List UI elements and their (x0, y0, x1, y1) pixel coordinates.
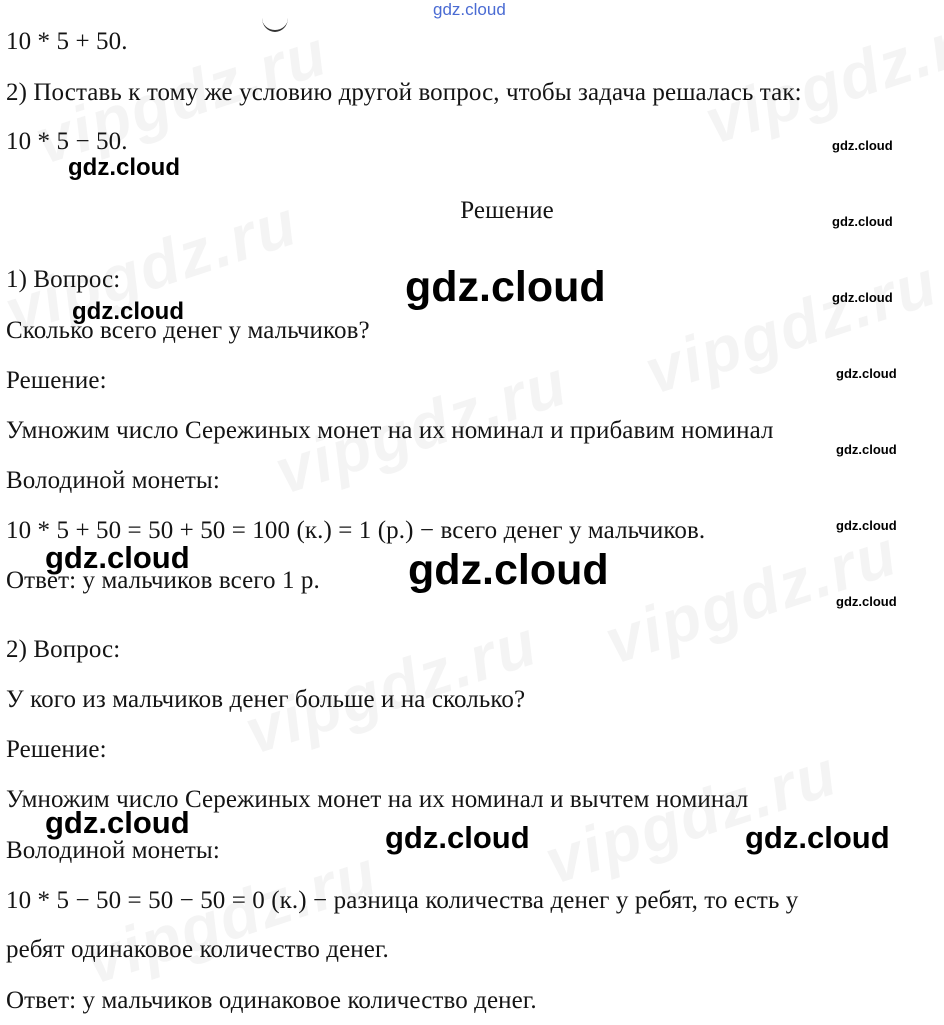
watermark-small: gdz.cloud (836, 594, 897, 609)
watermark-small: gdz.cloud (836, 366, 897, 381)
watermark-small: gdz.cloud (836, 442, 897, 457)
text-line: Володиной монеты: (6, 837, 220, 864)
text-line: 10 * 5 − 50 = 50 − 50 = 0 (к.) − разница количества денег у ребят, то есть у (6, 887, 799, 914)
text-line: 2) Вопрос: (6, 636, 121, 663)
arc-mark (262, 4, 288, 32)
text-line: Ответ: у мальчиков всего 1 р. (6, 567, 320, 594)
watermark: gdz.cloud (745, 820, 890, 855)
text-line: Ответ: у мальчиков одинаковое количество денег. (6, 987, 537, 1014)
text-line: Решение: (6, 736, 107, 763)
text-line: 1) Вопрос: (6, 266, 121, 293)
text-line: Решение: (6, 367, 107, 394)
text-line: 10 * 5 + 50. (6, 28, 128, 55)
section-title: Решение (460, 197, 554, 224)
text-line: У кого из мальчиков денег больше и на сколько? (6, 686, 526, 713)
background-watermark (536, 735, 847, 899)
watermark: gdz.cloud (45, 805, 190, 840)
text-line: Сколько всего денег у мальчиков? (6, 317, 370, 344)
text-line: 2) Поставь к тому же условию другой вопрос, чтобы задача решалась так: (6, 79, 802, 106)
watermark-small: gdz.cloud (832, 138, 893, 153)
text-line: ребят одинаковое количество денег. (6, 936, 389, 963)
watermark: gdz.cloud (408, 546, 609, 594)
watermark: gdz.cloud (385, 820, 530, 855)
text-line: Умножим число Сережиных монет на их номинал и прибавим номинал (6, 417, 774, 444)
text-line: Володиной монеты: (6, 467, 220, 494)
watermark-small: gdz.cloud (832, 214, 893, 229)
watermark: gdz.cloud (45, 540, 190, 575)
watermark: gdz.cloud (72, 298, 184, 325)
watermark-top: gdz.cloud (433, 0, 506, 19)
watermark-small: gdz.cloud (836, 518, 897, 533)
text-line: 10 * 5 + 50 = 50 + 50 = 100 (к.) = 1 (р.) − всего денег у мальчиков. (6, 517, 706, 544)
text-line: 10 * 5 − 50. (6, 128, 128, 155)
watermark: gdz.cloud (68, 154, 180, 181)
watermark: gdz.cloud (405, 263, 606, 311)
background-watermark (636, 245, 944, 409)
text-line: Умножим число Сережиных монет на их номинал и вычтем номинал (6, 786, 749, 813)
watermark-small: gdz.cloud (832, 290, 893, 305)
